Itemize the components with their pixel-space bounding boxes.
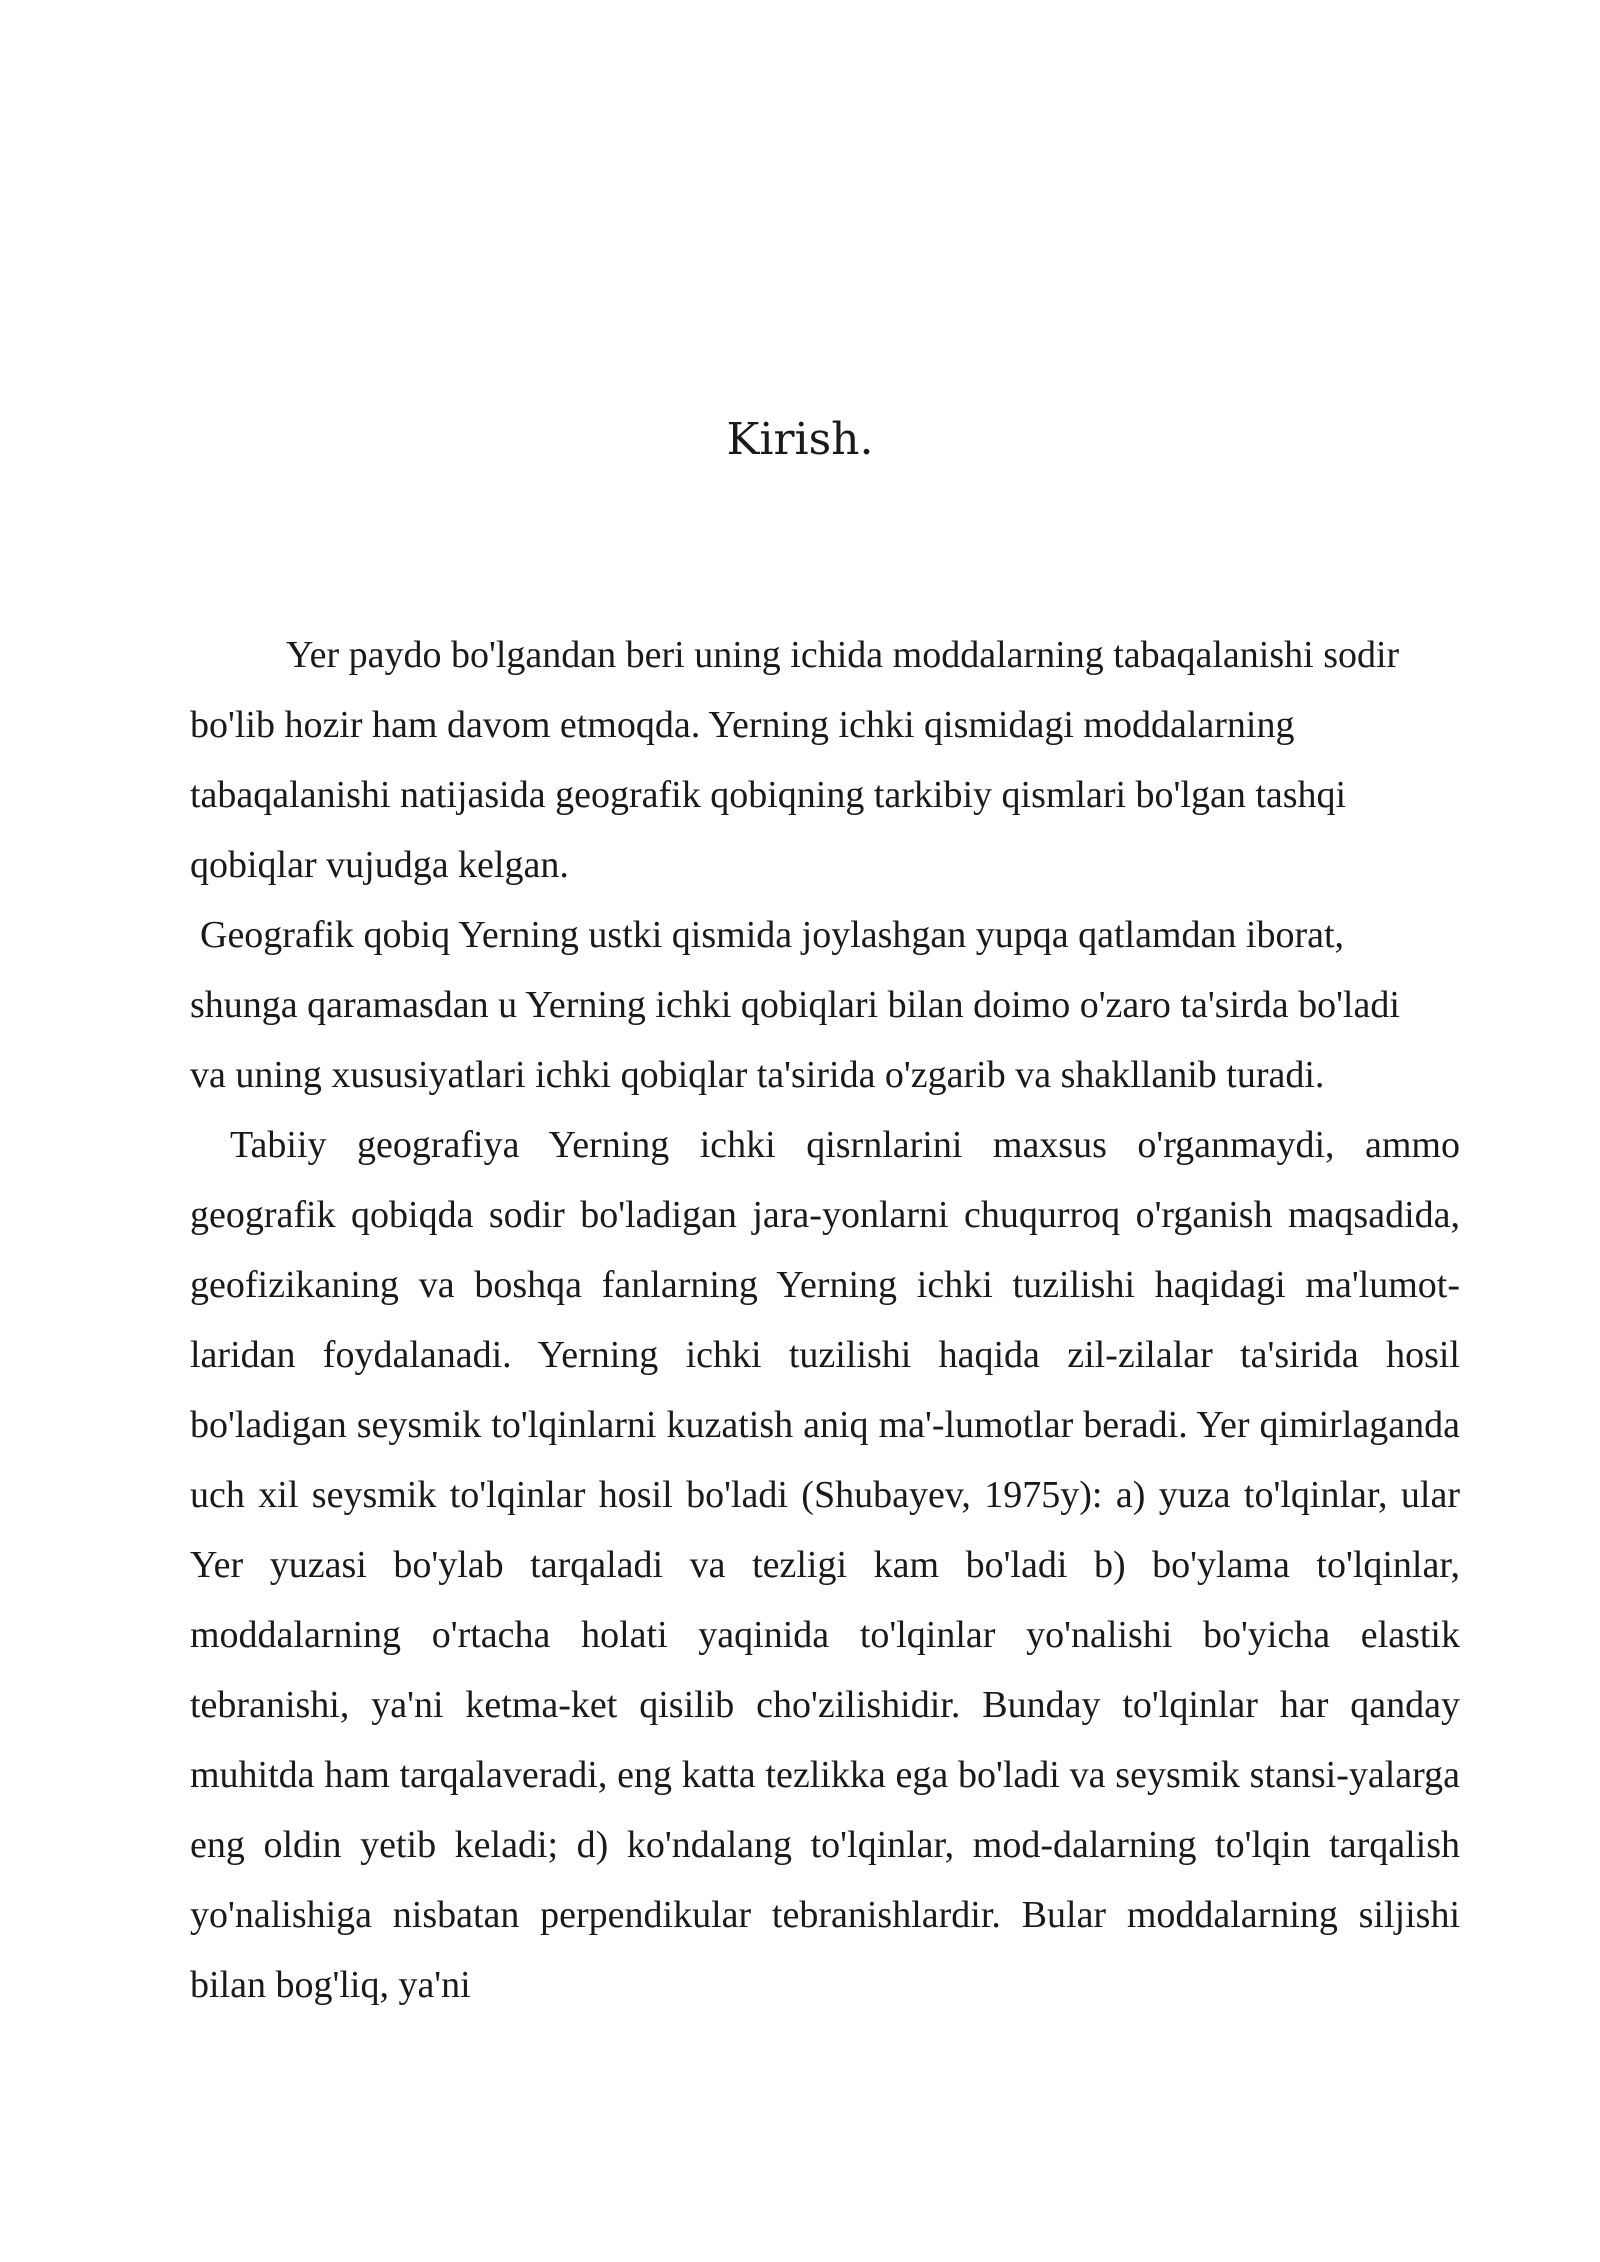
document-body [190, 620, 1460, 2020]
paragraph-2: Geografik qobiq Yerning ustki qismida joylashgan yupqa qatlamdan iborat, shunga qaramasdan u Yerning ichki qobiqlari bilan doimo o'zaro ta'sirda bo'ladi va uning xususiyatlari ichki qobiqlar ta'sirida o'zgarib va shakllanib turadi. [190, 914, 1400, 1096]
paragraph-1: Yer paydo bo'lgandan beri uning ichida moddalarning tabaqalanishi sodir bo'lib hozir ham davom etmoqda. Yerning ichki qismidagi moddalarning tabaqalanishi natijasida geografik qobiqning tarkibiy qismlari bo'lgan tashqi qobiqlar vujudga kelgan. [190, 634, 1400, 886]
page-title: Kirish. [726, 414, 874, 465]
paragraph-3: Tabiiy geografiya Yerning ichki qisrnlarini maxsus o'rganmaydi, ammo geografik qobiqda sodir bo'ladigan jara-yonlarni chuqurroq o'rganish maqsadida, geofizikaning va boshqa fanlarning Yerning ichki tuzilishi haqidagi ma'lumot-laridan foydalanadi. Yerning ichki tuzilishi haqida zil-zilalar ta'sirida hosil bo'ladigan seysmik to'lqinlarni kuzatish aniq ma'-lumotlar beradi. Yer qimirlaganda uch xil seysmik to'lqinlar hosil bo'ladi (Shubayev, 1975y): a) yuza to'lqinlar, ular Yer yuzasi bo'ylab tarqaladi va tezligi kam bo'ladi b) bo'ylama to'lqinlar, moddalarning o'rtacha holati yaqinida to'lqinlar yo'nalishi bo'yicha elastik tebranishi, ya'ni ketma-ket qisilib cho'zilishidir. Bunday to'lqinlar har qanday muhitda ham tarqalaveradi, eng katta tezlikka ega bo'ladi va seysmik stansi-yalarga eng oldin yetib keladi; d) ko'ndalang to'lqinlar, mod-dalarning to'lqin tarqalish yo'nalishiga nisbatan perpendikular tebranishlardir. Bular moddalarning siljishi bilan bog'liq, ya'ni [190, 1124, 1460, 2006]
